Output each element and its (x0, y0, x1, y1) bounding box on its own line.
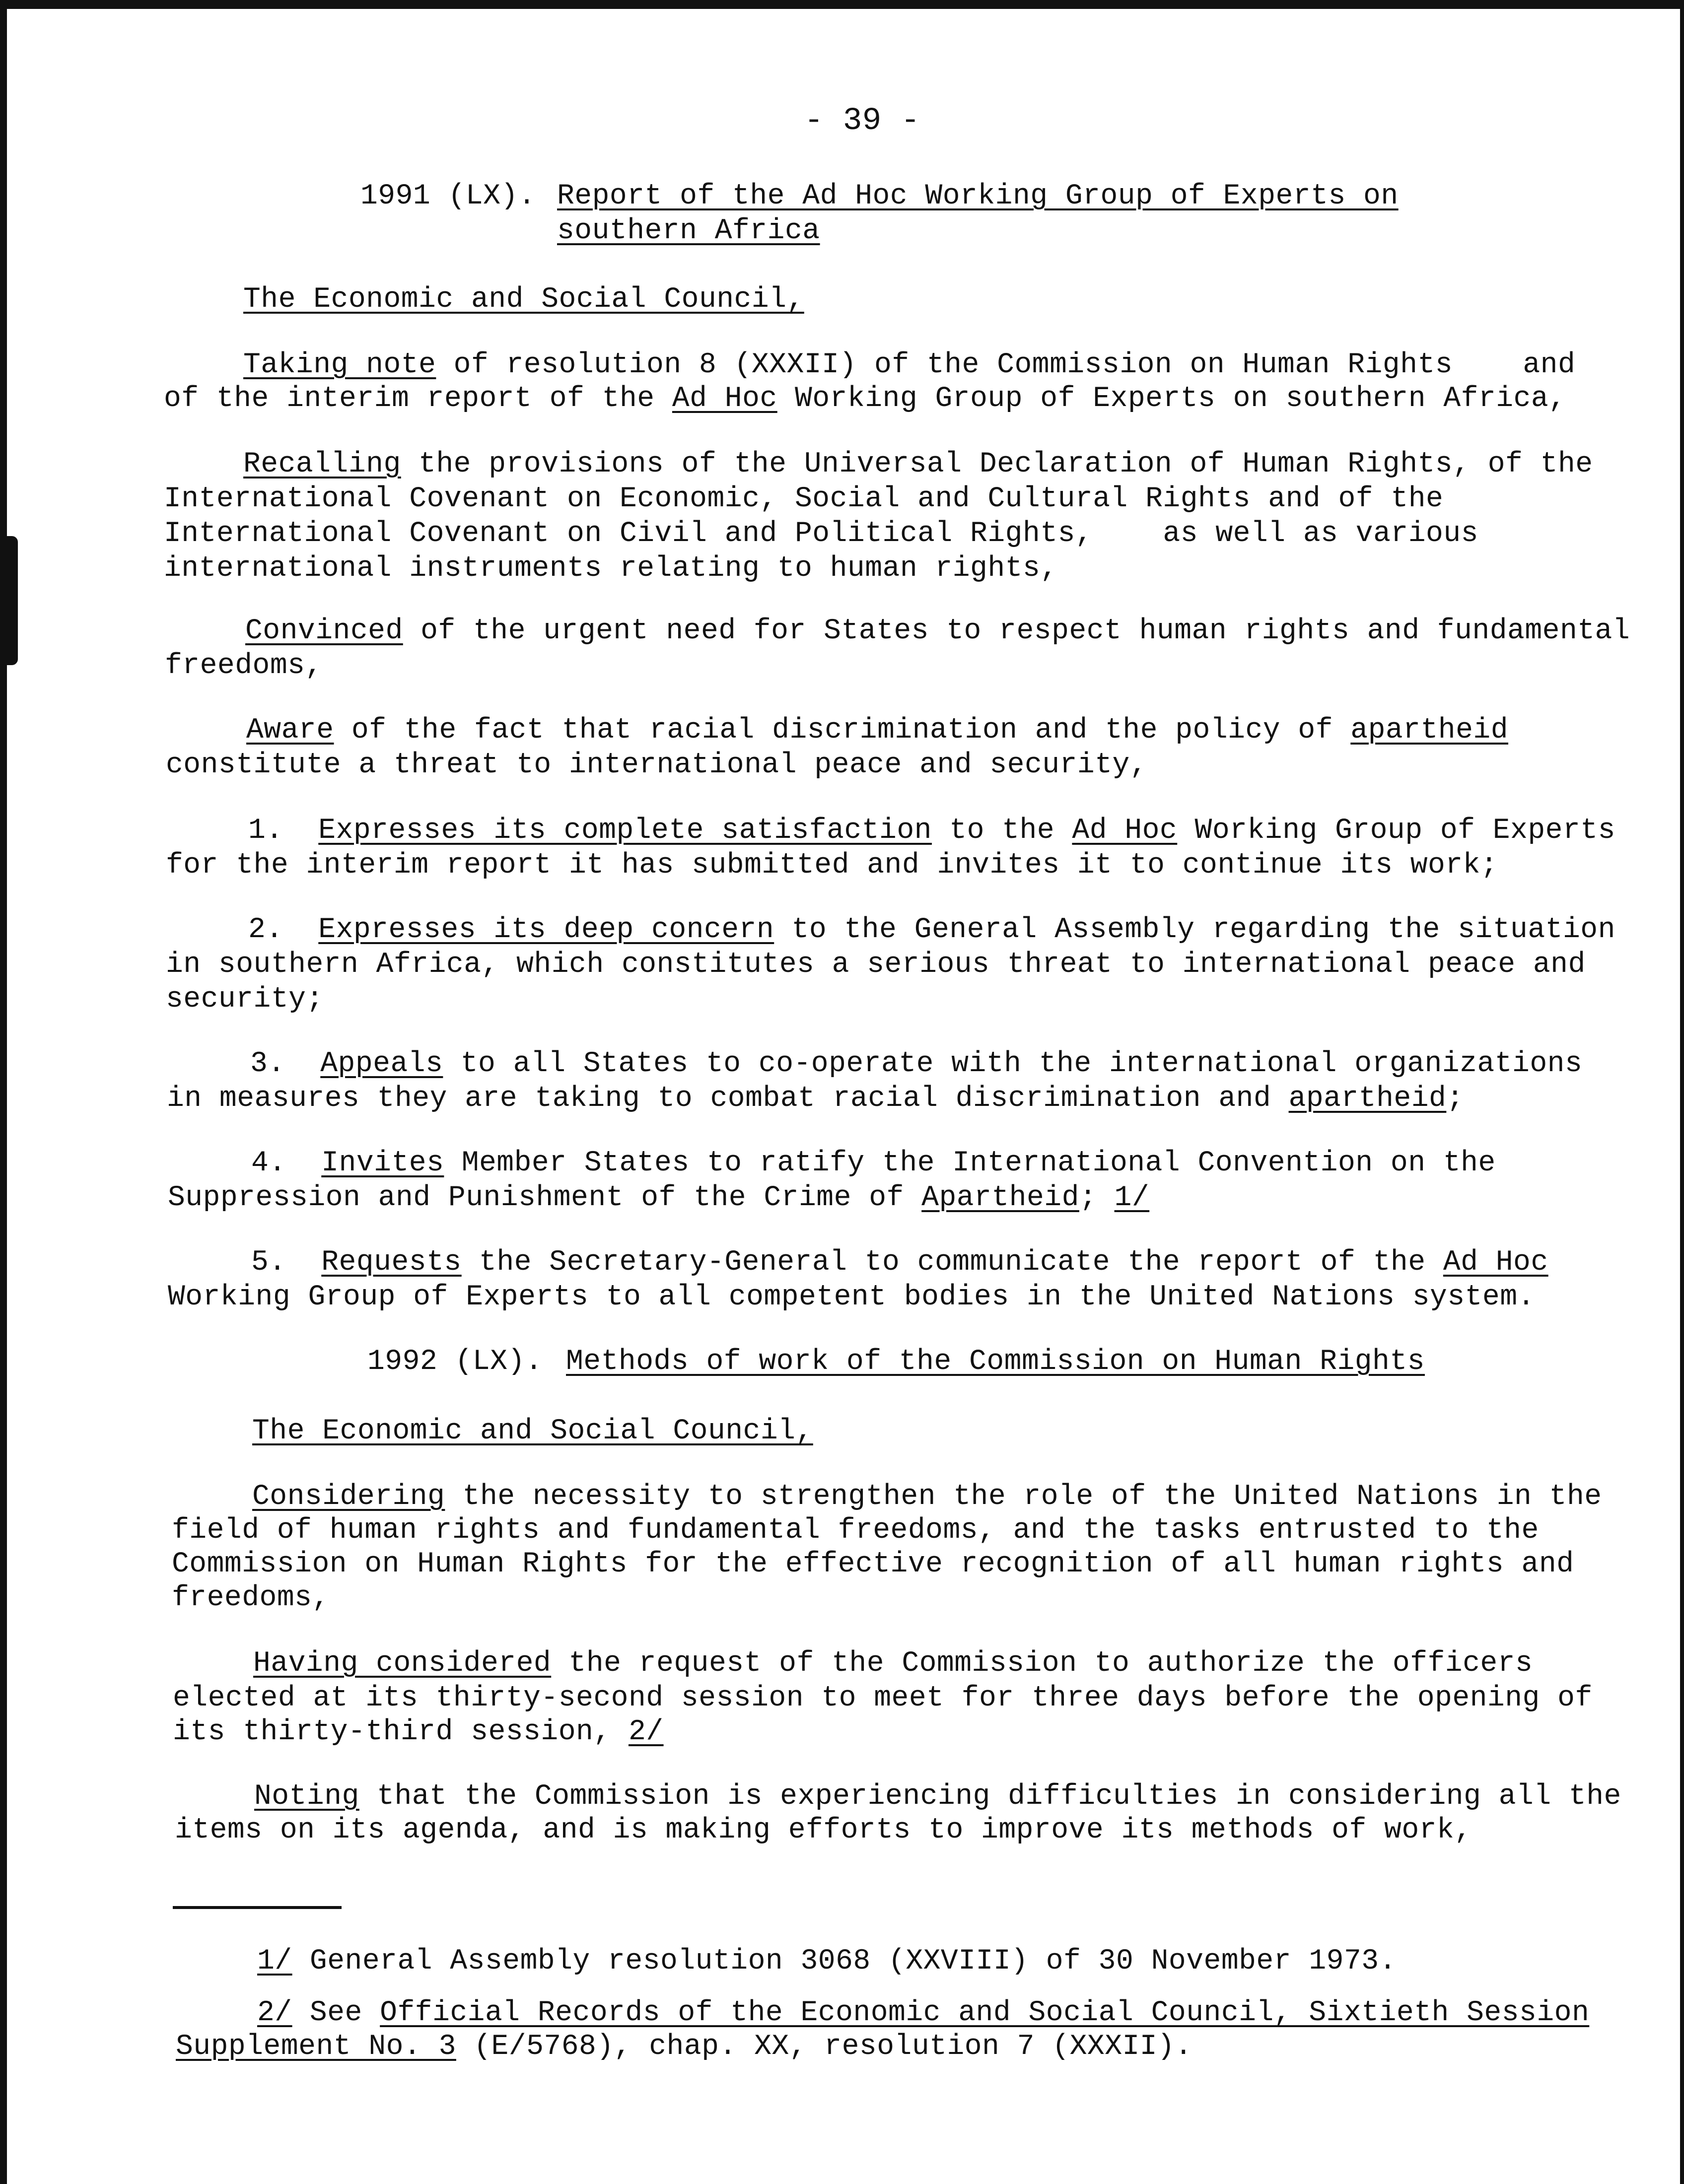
ad-hoc: Ad Hoc (672, 383, 777, 415)
preamble-aware (246, 714, 1508, 748)
text: that the Commission is experiencing difficulties in considering all the (359, 1780, 1621, 1813)
preamble-noting (254, 1780, 1621, 1814)
preamble-line: field of human rights and fundamental freedoms, and the tasks entrusted to the (172, 1514, 1539, 1547)
scan-border-top (0, 0, 1684, 9)
preamble-line (173, 1715, 664, 1749)
apartheid: apartheid (1288, 1083, 1447, 1115)
preamble-having-considered (253, 1647, 1533, 1681)
footnote-text: General Assembly resolution 3068 (XXVIII) of 30 November 1973. (292, 1945, 1397, 1978)
page-number: - 39 - (804, 103, 920, 139)
paragraph-number: 3. (250, 1048, 285, 1080)
resolution-number: 1992 (LX). (367, 1346, 543, 1378)
operative-1 (248, 814, 1615, 848)
preamble-line: freedoms, (172, 1582, 330, 1614)
preamble-line: constitute a threat to international peace and security, (166, 749, 1148, 781)
preamble-taking-note (243, 348, 1575, 382)
text: in measures they are taking to combat racial discrimination and (167, 1083, 1289, 1115)
footnote-ref-2[interactable]: 2/ (628, 1716, 664, 1748)
supplement-citation: Supplement No. 3 (176, 2031, 456, 2063)
footnote-text: (E/5768), chap. XX, resolution 7 (XXXII). (456, 2031, 1193, 2063)
text: its thirty-third session, (173, 1716, 629, 1748)
lead-phrase: Considering (252, 1481, 445, 1513)
operative-line (168, 1181, 1149, 1215)
footnote-text: See (292, 1997, 380, 2029)
paragraph-number: 2. (248, 914, 283, 946)
operative-line: in southern Africa, which constitutes a serious threat to international peace and (166, 949, 1586, 981)
lead-phrase: Expresses its complete satisfaction (318, 815, 932, 847)
footnote-mark: 1/ (257, 1945, 292, 1978)
lead-phrase: Noting (254, 1780, 359, 1813)
operative-3 (250, 1047, 1582, 1081)
preamble-line: Commission on Human Rights for the effective recognition of all human rights and (172, 1548, 1574, 1580)
preamble-taking-note-line2 (164, 382, 1566, 416)
paragraph-number: 4. (251, 1147, 286, 1179)
footnote-ref-1[interactable]: 1/ (1114, 1182, 1150, 1214)
lead-phrase: Expresses its deep concern (318, 914, 774, 946)
text: of the fact that racial discrimination and the policy of (334, 714, 1351, 747)
text: the necessity to strengthen the role of the United Nations in the (445, 1481, 1602, 1513)
text: of resolution 8 (XXXII) of the Commission on Human Rights and (436, 349, 1576, 381)
lead-phrase: Convinced (245, 615, 403, 647)
preamble-line: elected at its thirty-second session to meet for three days before the opening of (173, 1682, 1593, 1714)
operative-line: Working Group of Experts to all competent bodies in the United Nations system. (168, 1281, 1535, 1313)
ad-hoc: Ad Hoc (1443, 1246, 1548, 1279)
lead-phrase: Aware (246, 714, 334, 747)
apartheid: Apartheid (921, 1182, 1079, 1214)
text: the request of the Commission to authorize the officers (551, 1647, 1533, 1680)
preamble-line: items on its agenda, and is making efforts to improve its methods of work, (175, 1814, 1472, 1846)
lead-phrase: Invites (321, 1147, 444, 1179)
text: Working Group of Experts (1177, 815, 1615, 847)
paragraph-number: 5. (251, 1246, 286, 1279)
text: of the urgent need for States to respect human rights and fundamental (403, 615, 1630, 647)
operative-line (167, 1082, 1464, 1116)
footnote-mark: 2/ (257, 1997, 292, 2029)
text: the Secretary-General to communicate the report of the (461, 1246, 1443, 1279)
lead-phrase: Recalling (243, 448, 401, 480)
official-records-citation: Official Records of the Economic and Social Council, Sixtieth Session (380, 1997, 1590, 2029)
text: ; (1446, 1083, 1464, 1115)
lead-phrase: Taking note (243, 349, 436, 381)
text: ; (1079, 1182, 1115, 1214)
footnote-2-line2 (176, 2030, 1193, 2064)
council-heading: The Economic and Social Council, (243, 283, 804, 316)
lead-phrase: Requests (321, 1246, 462, 1279)
text: Working Group of Experts on southern Africa, (777, 383, 1566, 415)
council-heading: The Economic and Social Council, (252, 1415, 813, 1447)
resolution-title: Methods of work of the Commission on Human Rights (566, 1346, 1425, 1378)
footnote-1 (257, 1945, 1397, 1979)
operative-5 (251, 1246, 1548, 1280)
resolution-title-line1: Report of the Ad Hoc Working Group of Experts on (557, 180, 1399, 212)
text: Suppression and Punishment of the Crime of (168, 1182, 922, 1214)
preamble-line: International Covenant on Economic, Social and Cultural Rights and of the (164, 483, 1444, 515)
text: the provisions of the Universal Declaration of Human Rights, of the (401, 448, 1593, 480)
preamble-line: international instruments relating to human rights, (164, 552, 1058, 585)
paragraph-number: 1. (248, 815, 283, 847)
operative-line: for the interim report it has submitted and invites it to continue its work; (166, 849, 1498, 882)
scan-border-left (0, 0, 7, 2184)
text: Member States to ratify the International Convention on the (444, 1147, 1496, 1179)
operative-line: security; (166, 983, 324, 1016)
resolution-title-line2: southern Africa (557, 215, 820, 247)
operative-2 (248, 913, 1615, 947)
footnote-separator (173, 1906, 342, 1909)
text: to the (931, 815, 1072, 847)
preamble-recalling (243, 448, 1593, 481)
apartheid: apartheid (1350, 714, 1509, 747)
preamble-line: International Covenant on Civil and Political Rights, as well as various (164, 518, 1478, 550)
preamble-convinced (245, 614, 1630, 648)
scan-border-right (1680, 0, 1684, 2184)
ad-hoc: Ad Hoc (1072, 815, 1178, 847)
lead-phrase: Appeals (320, 1048, 443, 1080)
text: to the General Assembly regarding the situation (774, 914, 1615, 946)
lead-phrase: Having considered (253, 1647, 552, 1680)
operative-4 (251, 1147, 1496, 1180)
resolution-number: 1991 (LX). (360, 180, 536, 212)
preamble-considering (252, 1480, 1602, 1514)
text: to all States to co-operate with the international organizations (443, 1048, 1583, 1080)
footnote-2 (257, 1996, 1589, 2030)
scan-border-mark (7, 536, 18, 665)
text: of the interim report of the (164, 383, 672, 415)
preamble-line: freedoms, (165, 650, 323, 682)
